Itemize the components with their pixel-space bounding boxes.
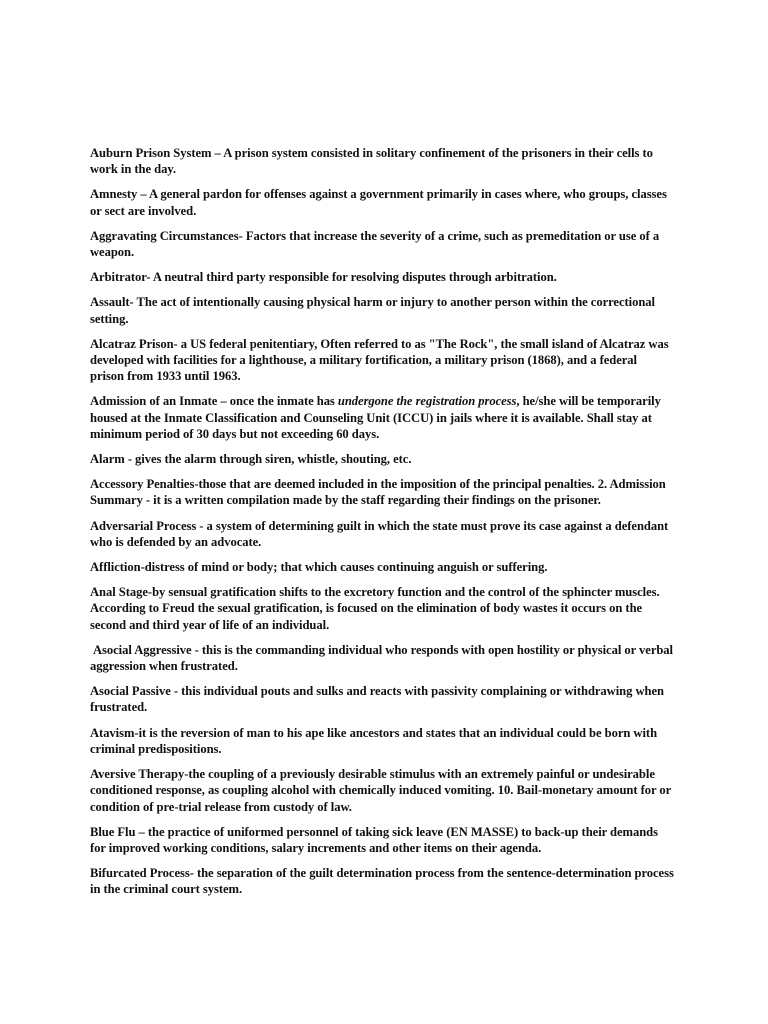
glossary-entry-atavism: Atavism-it is the reversion of man to his ape like ancestors and states that an individual could be born with criminal predispositions. <box>90 725 658 756</box>
glossary-entry-aggravating-circumstances: Aggravating Circumstances- Factors that increase the severity of a crime, such as premeditation or use of a weapon. <box>90 228 660 260</box>
glossary-entry-alarm: Alarm - gives the alarm through siren, whistle, shouting, etc. <box>90 452 412 467</box>
glossary-entry-affliction: Affliction-distress of mind or body; that which causes continuing anguish or suffering. <box>90 560 548 575</box>
admission-italic-phrase: undergone the registration process <box>337 394 517 409</box>
glossary-body <box>90 145 674 907</box>
glossary-entry-asocial-aggressive: Asocial Aggressive - this is the commanding individual who responds with open hostility or physical or verbal aggression when frustrated. <box>90 642 674 674</box>
glossary-entry-admission-of-an-inmate <box>90 393 674 442</box>
glossary-entry-accessory-penalties: Accessory Penalties-those that are deemed included in the imposition of the principal penalties. 2. Admission Summary - it is a written compilation made by the staff regarding their findings on the prisoner. <box>90 477 666 508</box>
glossary-entry-anal-stage: Anal Stage-by sensual gratification shifts to the excretory function and the control of the sphincter muscles. According to Freud the sexual gratification, is focused on the elimination of body wastes it occurs on the second and third year of life of an individual. <box>90 585 660 632</box>
glossary-entry-arbitrator: Arbitrator- A neutral third party responsible for resolving disputes through arbitration. <box>90 270 557 285</box>
glossary-entry-amnesty: Amnesty – A general pardon for offenses against a government primarily in cases where, who groups, classes or sect are involved. <box>90 187 667 218</box>
admission-text-start: Admission of an Inmate – once the inmate has <box>90 394 338 409</box>
glossary-entry-bifurcated-process: Bifurcated Process- the separation of the guilt determination process from the sentence-determination process in the criminal court system. <box>90 866 674 897</box>
glossary-entry-auburn-prison-system: Auburn Prison System – A prison system consisted in solitary confinement of the prisoners in their cells to work in the day. <box>90 146 653 177</box>
glossary-entry-adversarial-process: Adversarial Process - a system of determining guilt in which the state must prove its case against a defendant who is defended by an advocate. <box>90 518 669 549</box>
glossary-entry-blue-flu: Blue Flu – the practice of uniformed personnel of taking sick leave (EN MASSE) to back-up their demands for improved working conditions, salary increments and other items on their agenda. <box>90 824 658 855</box>
glossary-entry-aversive-therapy: Aversive Therapy-the coupling of a previously desirable stimulus with an extremely painful or undesirable conditioned response, as coupling alcohol with chemically induced vomiting. 10. Bail-monetary amount for or condition of pre-trial release from custody of law. <box>90 767 671 814</box>
glossary-entry-asocial-passive: Asocial Passive - this individual pouts and sulks and reacts with passivity complaining or withdrawing when frustrated. <box>90 684 664 715</box>
admission-text-end: , he/she will be temporarily housed at the Inmate Classification and Counseling Unit (ICCU) in jails where it is available. Shall stay at minimum period of 30 days but not exceeding 60 days. <box>90 394 661 441</box>
glossary-entry-alcatraz-prison: Alcatraz Prison- a US federal penitentiary, Often referred to as "The Rock", the small island of Alcatraz was developed with facilities for a lighthouse, a military fortification, a military prison (1868), and a federal prison from 1933 until 1963. <box>90 336 669 384</box>
glossary-entry-assault: Assault- The act of intentionally causing physical harm or injury to another person within the correctional setting. <box>90 295 655 326</box>
